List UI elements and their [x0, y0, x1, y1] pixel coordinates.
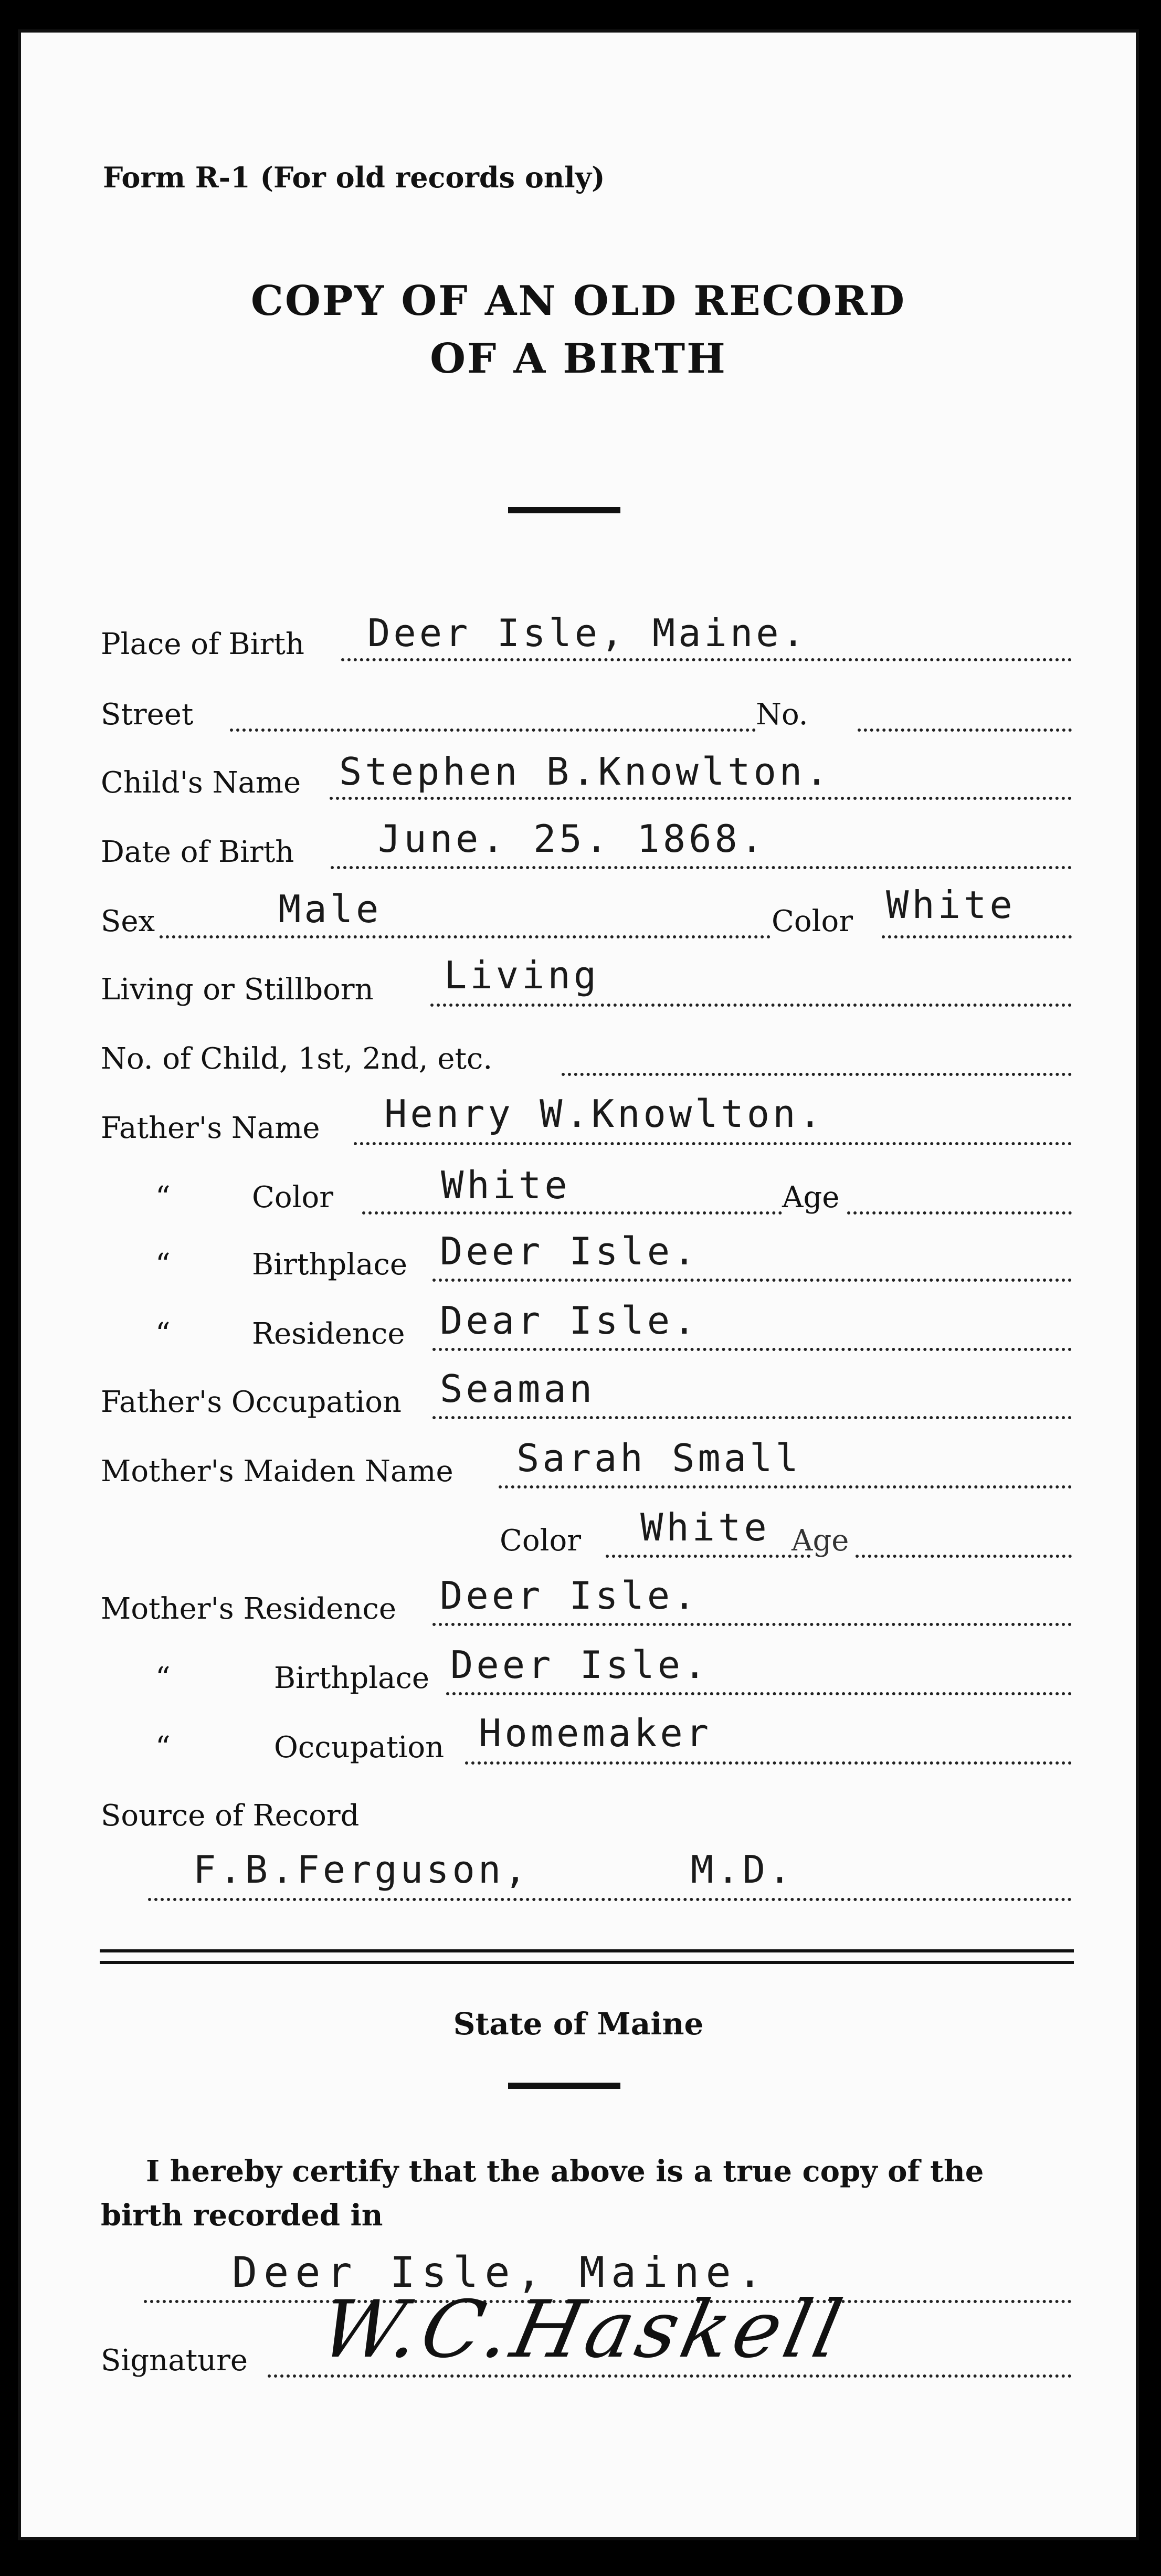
title-underline — [508, 507, 620, 513]
form-id: Form R-1 (For old records only) — [103, 161, 605, 194]
no-of-child-label: No. of Child, 1st, 2nd, etc. — [101, 1042, 493, 1076]
father-color-line — [362, 1211, 782, 1215]
mother-occupation-line — [465, 1761, 1072, 1765]
date-of-birth-label: Date of Birth — [101, 835, 294, 869]
mother-birthplace-line — [446, 1692, 1072, 1695]
fathers-name-line — [354, 1142, 1072, 1145]
certification-line1: I hereby certify that the above is a true copy of the — [146, 2154, 984, 2189]
mother-color-line — [606, 1555, 810, 1558]
source-of-record-line — [148, 1898, 1072, 1901]
signature-label: Signature — [101, 2343, 248, 2378]
form-title-line2: OF A BIRTH — [430, 335, 727, 383]
mother-birthplace-label: Birthplace — [274, 1661, 430, 1695]
sex-label: Sex — [101, 904, 155, 938]
form-title-line1: COPY OF AN OLD RECORD — [250, 277, 906, 325]
street-line — [230, 729, 756, 732]
source-of-record-title: M.D. — [691, 1847, 795, 1892]
mother-occupation-label: Occupation — [274, 1730, 445, 1765]
date-of-birth-value: June. 25. 1868. — [378, 817, 767, 861]
no-of-child-line — [562, 1073, 1072, 1076]
recorded-in-value: Deer Isle, Maine. — [232, 2248, 769, 2297]
sex-line — [160, 935, 771, 938]
childs-name-line — [330, 797, 1072, 800]
mothers-maiden-name-label: Mother's Maiden Name — [101, 1454, 453, 1488]
fathers-name-value: Henry W.Knowlton. — [384, 1092, 825, 1136]
mother-color-value: White — [640, 1505, 770, 1549]
mothers-residence-label: Mother's Residence — [101, 1592, 396, 1626]
place-of-birth-label: Place of Birth — [101, 627, 304, 661]
living-or-stillborn-label: Living or Stillborn — [101, 973, 374, 1007]
state-heading: State of Maine — [453, 2006, 704, 2042]
color-line — [882, 935, 1072, 938]
fathers-occupation-line — [432, 1416, 1072, 1419]
state-underline — [508, 2083, 620, 2089]
street-label: Street — [101, 698, 194, 732]
living-or-stillborn-line — [430, 1004, 1072, 1007]
father-age-line — [847, 1211, 1072, 1215]
father-age-label: Age — [782, 1180, 840, 1215]
father-birthplace-ditto: “ — [155, 1248, 171, 1282]
place-of-birth-value: Deer Isle, Maine. — [367, 611, 808, 655]
father-residence-value: Dear Isle. — [440, 1298, 699, 1343]
father-color-value: White — [441, 1163, 571, 1207]
mother-age-line — [856, 1555, 1072, 1558]
father-residence-line — [432, 1348, 1072, 1351]
double-rule-bottom — [100, 1961, 1074, 1964]
color-label: Color — [772, 904, 853, 938]
mother-occupation-value: Homemaker — [479, 1711, 712, 1755]
mothers-residence-line — [432, 1623, 1072, 1626]
fathers-name-label: Father's Name — [101, 1111, 320, 1145]
mothers-residence-value: Deer Isle. — [440, 1574, 699, 1618]
mother-occupation-ditto: “ — [155, 1730, 171, 1765]
place-of-birth-line — [341, 658, 1072, 661]
childs-name-label: Child's Name — [101, 766, 301, 800]
mother-age-label: Age — [791, 1524, 849, 1558]
father-color-label: Color — [252, 1180, 333, 1215]
mother-color-label: Color — [500, 1524, 581, 1558]
mothers-maiden-name-line — [499, 1485, 1072, 1488]
mother-birthplace-ditto: “ — [155, 1661, 171, 1695]
source-of-record-label: Source of Record — [101, 1799, 360, 1833]
certification-line2: birth recorded in — [101, 2198, 383, 2233]
source-of-record-name: F.B.Ferguson, — [193, 1847, 530, 1892]
mothers-maiden-name-value: Sarah Small — [516, 1436, 801, 1480]
childs-name-value: Stephen B.Knowlton. — [339, 749, 831, 794]
father-birthplace-line — [432, 1279, 1072, 1282]
sex-value: Male — [278, 887, 382, 931]
father-birthplace-label: Birthplace — [252, 1248, 408, 1282]
fathers-occupation-value: Seaman — [440, 1367, 596, 1411]
living-or-stillborn-value: Living — [444, 953, 600, 997]
father-residence-label: Residence — [252, 1317, 405, 1351]
signature-handwriting: W.C.Haskell — [312, 2284, 854, 2376]
date-of-birth-line — [331, 866, 1072, 869]
double-rule-top — [100, 1949, 1074, 1952]
father-residence-ditto: “ — [155, 1317, 171, 1351]
father-birthplace-value: Deer Isle. — [440, 1229, 699, 1273]
mother-birthplace-value: Deer Isle. — [450, 1643, 710, 1687]
street-no-line — [858, 729, 1072, 732]
fathers-occupation-label: Father's Occupation — [101, 1385, 402, 1419]
birth-record-form — [18, 29, 1139, 2540]
color-value: White — [886, 883, 1016, 927]
street-no-label: No. — [756, 698, 808, 732]
father-color-ditto: “ — [155, 1180, 171, 1215]
